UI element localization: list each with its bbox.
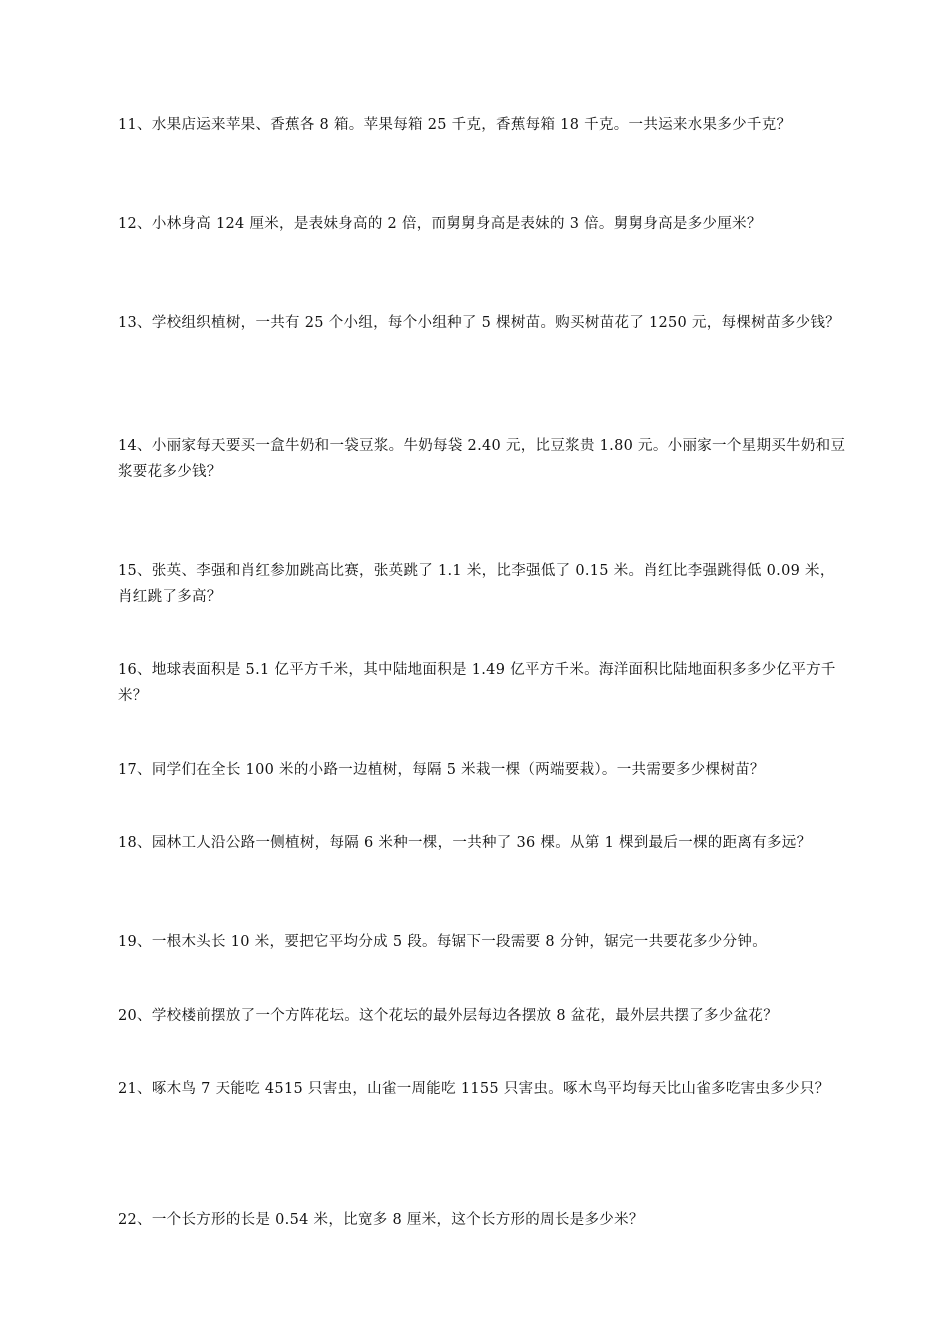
question-16: 16、地球表面积是 5.1 亿平方千米，其中陆地面积是 1.49 亿平方千米。海洋面积比陆地面积多多少亿平方千米？ [118, 662, 836, 704]
question-20: 20、学校楼前摆放了一个方阵花坛。这个花坛的最外层每边各摆放 8 盆花，最外层共摆了多少盆花？ [118, 1008, 778, 1024]
question-12: 12、小林身高 124 厘米，是表妹身高的 2 倍，而舅舅身高是表妹的 3 倍。舅舅身高是多少厘米？ [118, 216, 762, 232]
question-11: 11、水果店运来苹果、香蕉各 8 箱。苹果每箱 25 千克，香蕉每箱 18 千克。一共运来水果多少千克？ [118, 117, 792, 133]
question-18: 18、园林工人沿公路一侧植树，每隔 6 米种一棵，一共种了 36 棵。从第 1 棵到最后一棵的距离有多远？ [118, 835, 812, 851]
question-21: 21、啄木鸟 7 天能吃 4515 只害虫，山雀一周能吃 1155 只害虫。啄木鸟平均每天比山雀多吃害虫多少只？ [118, 1081, 830, 1097]
question-15: 15、张英、李强和肖红参加跳高比赛，张英跳了 1.1 米，比李强低了 0.15 米。肖红比李强跳得低 0.09 米，肖红跳了多高？ [118, 563, 835, 605]
question-19: 19、一根木头长 10 米，要把它平均分成 5 段。每锯下一段需要 8 分钟，锯完一共要花多少分钟。 [118, 934, 768, 950]
question-13: 13、学校组织植树，一共有 25 个小组，每个小组种了 5 棵树苗。购买树苗花了 1250 元，每棵树苗多少钱？ [118, 315, 840, 331]
question-14: 14、小丽家每天要买一盒牛奶和一袋豆浆。牛奶每袋 2.40 元，比豆浆贵 1.80 元。小丽家一个星期买牛奶和豆浆要花多少钱？ [118, 438, 846, 480]
question-17: 17、同学们在全长 100 米的小路一边植树，每隔 5 米栽一棵（两端要栽）。一共需要多少棵树苗？ [118, 762, 765, 778]
question-22: 22、一个长方形的长是 0.54 米，比宽多 8 厘米，这个长方形的周长是多少米？ [118, 1212, 644, 1228]
